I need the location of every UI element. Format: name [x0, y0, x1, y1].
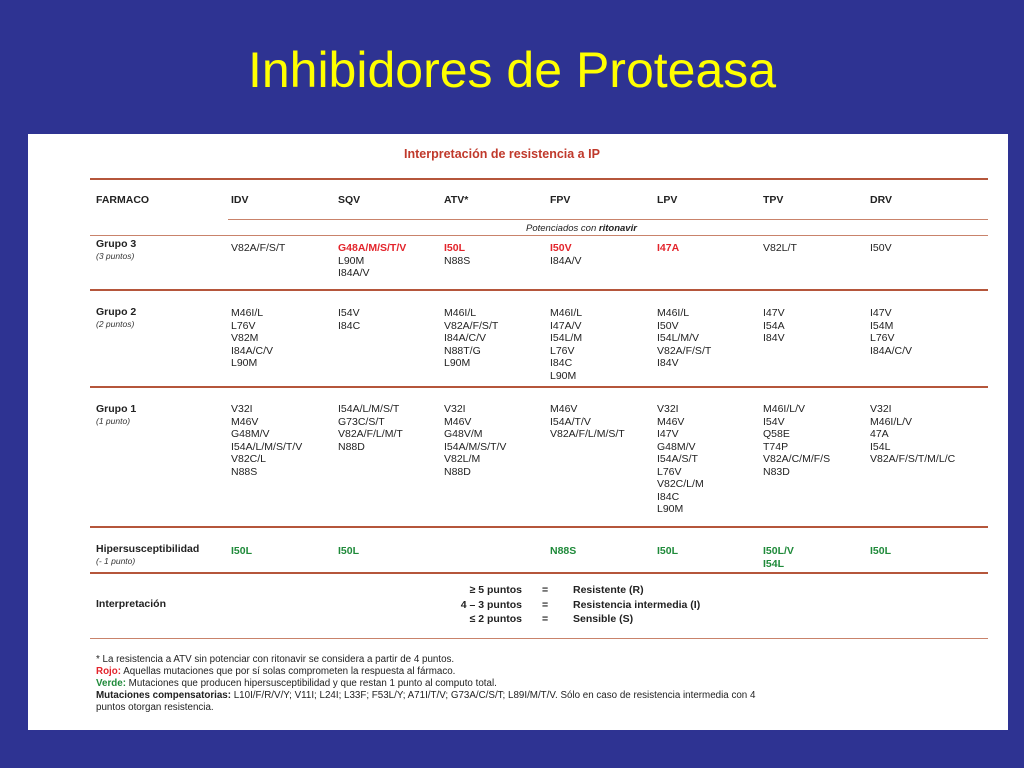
mutation: L76V: [231, 319, 256, 332]
cell-g2-c5: [763, 403, 830, 478]
cell-g0-c4: [657, 242, 679, 255]
mutation: V82A/F/L/M/T: [338, 428, 403, 440]
cell-g3-c4: [657, 545, 678, 558]
rule-grupo2: [90, 386, 988, 388]
mutation: I50L: [338, 545, 360, 557]
mutation: V82A/C/M/F/S: [763, 453, 831, 465]
mutation: I84A/V: [550, 254, 582, 267]
interp-eq: =: [542, 613, 549, 625]
cell-g3-c5: [763, 545, 794, 570]
mutation: V82A/F/S/T: [657, 344, 712, 357]
mutation: I84A/V: [338, 267, 370, 279]
mutation: I54A/L/M/S/T: [338, 403, 400, 415]
interp-points-column: [428, 583, 522, 627]
mutation: N83D: [763, 465, 790, 478]
header-drug-6: DRV: [870, 194, 892, 206]
group-name-2: Grupo 1: [96, 403, 137, 415]
interp-eq: =: [542, 598, 549, 611]
potenciados-note: [526, 223, 637, 234]
mutation: I54V: [763, 415, 785, 428]
mutation: I84A/C/V: [231, 344, 274, 357]
mutation: M46I/L/V: [763, 403, 806, 415]
header-drug-1: SQV: [338, 194, 361, 206]
mutation: M46I/L: [550, 307, 583, 319]
mutation: I47A: [657, 242, 680, 254]
header-drug-0: IDV: [231, 194, 249, 206]
mutation: L90M: [657, 503, 684, 515]
rule-grupo3: [90, 289, 988, 291]
group-name-3: Hipersusceptibilidad: [96, 543, 200, 555]
resistance-table-panel: [28, 134, 1008, 730]
group-name-0: Grupo 3: [96, 238, 137, 250]
group-subtitle-3: (- 1 punto): [96, 556, 136, 566]
mutation: V32I: [231, 403, 253, 415]
mutation: M46V: [231, 415, 259, 428]
cell-g3-c3: [550, 545, 576, 558]
mutation: L76V: [657, 465, 682, 478]
mutation: I84C: [657, 490, 680, 503]
header-drug-2: ATV*: [444, 194, 469, 206]
mutation: V32I: [870, 403, 892, 415]
mutation: L76V: [550, 344, 575, 357]
mutation: V82L/T: [763, 242, 797, 254]
group-subtitle-1: (2 puntos): [96, 319, 135, 329]
mutation: I47V: [870, 307, 892, 319]
header-drug-5: TPV: [763, 194, 784, 206]
mutation: I47V: [657, 428, 679, 440]
cell-g2-c1: [338, 403, 403, 453]
mutation: M46I/L: [444, 307, 477, 319]
footnote-atv: * La resistencia a ATV sin potenciar con ritonavir se considera a partir de 4 puntos.: [96, 654, 455, 665]
mutation: I84C: [550, 357, 573, 369]
cell-g1-c6: [870, 307, 912, 357]
mutation: G48M/V: [231, 428, 270, 440]
mutation: V82A/F/L/M/S/T: [550, 428, 625, 440]
interp-eq: =: [542, 584, 549, 596]
mutation: I50V: [870, 242, 892, 254]
cell-g1-c4: [657, 307, 711, 370]
potenciados-prefix: Potenciados con: [526, 223, 599, 234]
footnote-compensatorias-cont: puntos otorgan resistencia.: [96, 702, 214, 713]
footnote-rojo-text: Aquellas mutaciones que por sí solas comprometen la respuesta al fármaco.: [121, 666, 456, 677]
mutation: G48V/M: [444, 428, 483, 440]
mutation: I54L/M: [550, 332, 583, 344]
cell-g3-c0: [231, 545, 252, 558]
mutation: N88S: [550, 545, 577, 557]
cell-g0-c3: [550, 242, 582, 267]
cell-g2-c0: [231, 403, 302, 478]
mutation: I47V: [763, 307, 785, 319]
cell-g3-c6: [870, 545, 891, 558]
mutation: M46I/L: [231, 307, 264, 319]
mutation: I50L: [870, 545, 892, 557]
mutation: I84V: [657, 357, 679, 369]
cell-g1-c0: [231, 307, 273, 370]
potenciados-ritonavir: ritonavir: [598, 223, 637, 234]
footnote-verde-label: Verde:: [96, 678, 126, 689]
mutation: L90M: [550, 369, 577, 382]
cell-g0-c5: [763, 242, 797, 255]
interp-eq-column: [542, 583, 548, 627]
mutation: V82A/F/S/T: [231, 242, 286, 254]
header-drug-4: LPV: [657, 194, 678, 206]
mutation: V32I: [657, 403, 679, 415]
mutation: N88T/G: [444, 344, 481, 357]
mutation: M46V: [550, 403, 578, 415]
footnote-comp-label: Mutaciones compensatorias:: [96, 690, 232, 701]
cell-g0-c0: [231, 242, 285, 255]
mutation: V82A/F/S/T: [444, 319, 499, 332]
mutation: I84A/C/V: [444, 332, 487, 344]
mutation: I54L/M/V: [657, 332, 700, 344]
cell-g2-c4: [657, 403, 704, 516]
cell-g1-c3: [550, 307, 582, 382]
interp-result: Resistente (R): [573, 584, 644, 596]
mutation: I54L: [763, 557, 785, 570]
mutation: M46I/L/V: [870, 415, 913, 428]
mutation: 47A: [870, 428, 889, 440]
cell-g0-c6: [870, 242, 892, 255]
mutation: N88S: [444, 254, 471, 267]
cell-g2-c6: [870, 403, 955, 466]
slide-title: Inhibidores de Proteasa: [247, 42, 777, 98]
footnote-compensatorias: [96, 690, 755, 702]
mutation: L90M: [338, 254, 365, 267]
interp-result: Resistencia intermedia (I): [573, 598, 701, 611]
interp-points: ≥ 5 puntos: [469, 584, 522, 596]
interp-points: 4 – 3 puntos: [460, 598, 522, 611]
cell-g2-c3: [550, 403, 625, 441]
mutation: I50V: [550, 242, 572, 254]
mutation: L90M: [444, 357, 471, 369]
mutation: L90M: [231, 357, 258, 369]
interp-result-column: [573, 583, 700, 627]
rule-interp: [90, 638, 988, 639]
mutation: V82L/M: [444, 453, 481, 465]
cell-g3-c1: [338, 545, 359, 558]
mutation: V82C/L: [231, 453, 267, 465]
rule-grupo1: [90, 526, 988, 528]
mutation: I54A/T/V: [550, 415, 591, 428]
mutation: N88D: [338, 440, 365, 453]
footnote-verde-text: Mutaciones que producen hipersusceptibilidad y que restan 1 punto al computo total.: [125, 678, 497, 689]
cell-g2-c2: [444, 403, 506, 478]
mutation: I47A/V: [550, 319, 582, 332]
mutation: M46I/L: [657, 307, 690, 319]
mutation: I54A: [763, 319, 785, 332]
mutation: I84V: [763, 332, 785, 344]
mutation: I54A/L/M/S/T/V: [231, 440, 303, 453]
mutation: Q58E: [763, 428, 790, 440]
footnote-rojo-label: Rojo:: [96, 666, 122, 677]
mutation: I54L: [870, 440, 891, 453]
mutation: N88S: [231, 465, 258, 478]
header-drug-3: FPV: [550, 194, 571, 206]
mutation: I50L: [657, 545, 679, 557]
mutation: V82C/L/M: [657, 478, 704, 490]
footnote-rojo: [96, 666, 455, 678]
group-name-1: Grupo 2: [96, 306, 137, 318]
mutation: V82A/F/S/T/M/L/C: [870, 453, 956, 465]
mutation: T74P: [763, 440, 789, 453]
mutation: I84C: [338, 319, 361, 332]
header-farmaco: FARMACO: [96, 194, 150, 206]
group-subtitle-2: (1 punto): [96, 416, 131, 426]
mutation: G48M/V: [657, 440, 696, 453]
mutation: I50L: [231, 545, 253, 557]
cell-g1-c2: [444, 307, 498, 370]
interp-points: ≤ 2 puntos: [469, 613, 522, 625]
rule-hiper: [90, 572, 988, 574]
footnote-comp-text: L10I/F/R/V/Y; V11I; L24I; L33F; F53L/Y; A71I/T/V; G73A/C/S/T; L89I/M/T/V. Sólo en caso de resistencia intermedia con 4: [231, 690, 756, 701]
table-caption: Interpretación de resistencia a IP: [404, 147, 600, 161]
mutation: I54A/S/T: [657, 453, 698, 465]
cell-g0-c1: [338, 242, 406, 280]
mutation: I50L: [444, 242, 466, 254]
cell-g1-c1: [338, 307, 360, 332]
mutation: I84A/C/V: [870, 344, 913, 357]
mutation: I54M: [870, 319, 894, 332]
mutation: I50V: [657, 319, 679, 332]
interpretation-label: Interpretación: [96, 598, 167, 610]
mutation: G73C/S/T: [338, 415, 385, 428]
mutation: L76V: [870, 332, 895, 344]
mutation: I50L/V: [763, 545, 794, 557]
mutation: M46V: [444, 415, 472, 428]
mutation: I54V: [338, 307, 360, 319]
mutation: M46V: [657, 415, 685, 428]
interp-result: Sensible (S): [573, 613, 634, 625]
mutation: G48A/M/S/T/V: [338, 242, 407, 254]
cell-g1-c5: [763, 307, 785, 345]
footnote-verde: [96, 678, 497, 690]
rule-header: [228, 219, 988, 220]
mutation: N88D: [444, 465, 471, 478]
mutation: I54A/M/S/T/V: [444, 440, 507, 453]
rule-potenciados: [90, 235, 988, 236]
rule-top: [90, 178, 988, 180]
mutation: V32I: [444, 403, 466, 415]
mutation: V82M: [231, 332, 259, 344]
group-subtitle-0: (3 puntos): [96, 251, 135, 261]
cell-g0-c2: [444, 242, 470, 267]
